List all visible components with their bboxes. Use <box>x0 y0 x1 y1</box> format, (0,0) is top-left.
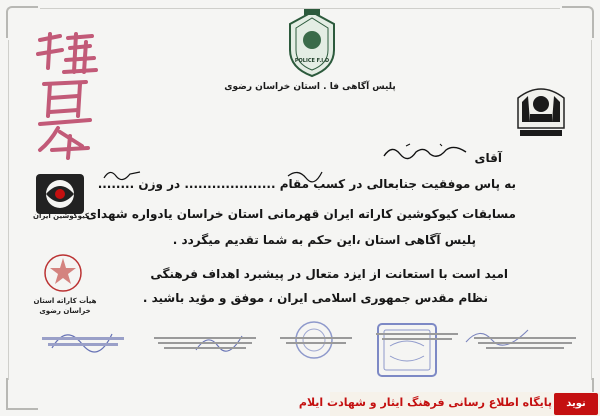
certificate-line-2: مسابقات کیوکوشین کاراته ایران قهرمانی استان خراسان یادواره شهدای <box>85 207 516 221</box>
kyokushin-calligraphy-icon <box>30 28 100 163</box>
recipient-prefix: آقای <box>474 151 502 165</box>
karate-federation-caption <box>20 296 110 316</box>
navid-logo: نوید <box>554 393 598 415</box>
certificate-line-5: نظام مقدس جمهوری اسلامی ایران ، موفق و مؤید باشید . <box>142 291 488 305</box>
handwritten-weight <box>100 166 144 182</box>
signature-block <box>470 334 580 352</box>
signature-block <box>372 330 462 343</box>
signature-block <box>276 334 356 347</box>
frame-border <box>591 40 592 380</box>
handwritten-name <box>380 140 470 162</box>
police-fid-badge <box>282 6 342 78</box>
handwritten-rank <box>284 166 324 182</box>
signature-block <box>38 334 128 349</box>
certificate-line-4: امید است با استعانت از ایزد متعال در پیشبرد اهداف فرهنگی <box>150 267 508 281</box>
watermark-text: پایگاه اطلاع رسانی فرهنگ ایثار و شهادت ایلام <box>298 396 552 409</box>
frame-border <box>8 40 9 380</box>
karate-caption-line2: خراسان رضوی <box>39 307 91 315</box>
certificate-line-1: به پاس موفقیت جنابعالی در کسب مقام .................... در وزن ........ <box>97 177 516 191</box>
karate-caption-line1: هیأت کاراته استان <box>33 297 97 305</box>
signature-block <box>150 334 260 352</box>
karate-federation-logo <box>38 252 88 294</box>
site-watermark-ribbon <box>298 392 600 416</box>
police-emblem-icon <box>508 78 574 142</box>
kyokushin-caption: کیوکوشین ایران <box>32 212 89 220</box>
corner-ornament <box>6 378 38 410</box>
corner-ornament <box>562 6 594 38</box>
badge-text: POLICE F.I.D <box>294 58 330 64</box>
official-stamp <box>372 316 442 386</box>
police-caption: پلیس آگاهی فا . استان خراسان رضوی <box>224 82 396 92</box>
certificate-line-3: پلیس آگاهی استان ،این حکم به شما تقدیم میگردد . <box>172 233 476 247</box>
